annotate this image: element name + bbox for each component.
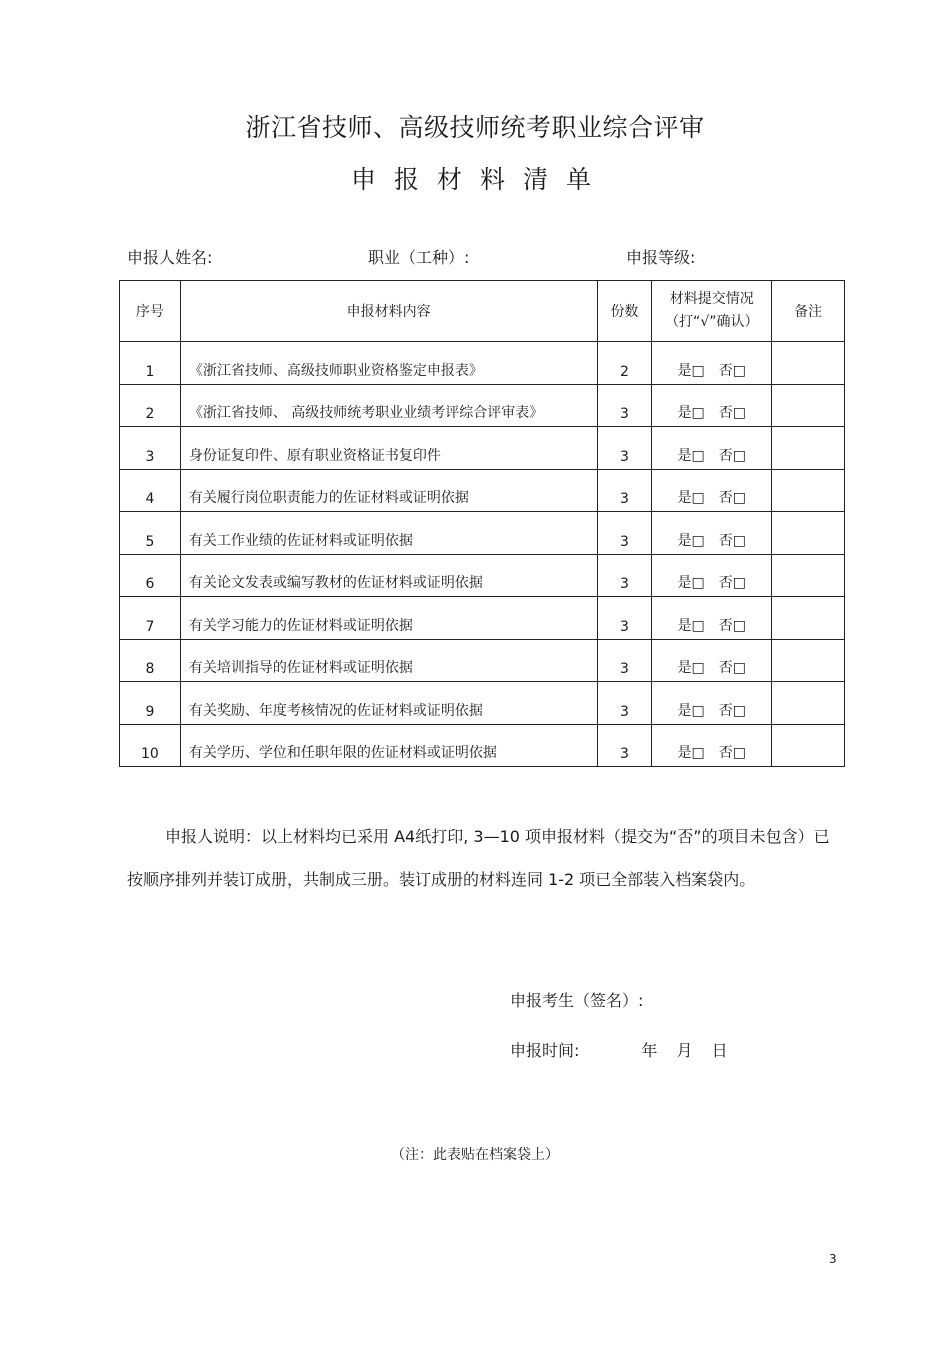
row-status [652,682,772,725]
row-note [772,639,845,682]
row-no: 2 [120,384,181,427]
header-no: 序号 [120,281,181,342]
row-copies: 3 [597,682,652,725]
no-checkbox[interactable]: 否□ [718,617,747,634]
row-status [652,724,772,767]
no-checkbox[interactable]: 否□ [718,745,747,761]
row-status [652,512,772,555]
page-number: 3 [829,1252,837,1266]
row-no: 6 [120,554,181,597]
row-status [652,554,772,597]
row-content: 有关履行岗位职责能力的佐证材料或证明依据 [180,469,597,512]
row-content: 有关学历、学位和任职年限的佐证材料或证明依据 [180,724,597,767]
date-line [510,1038,728,1061]
header-status-line2: （打“√”确认） [665,314,759,330]
table-body [120,342,845,767]
table-row [120,597,845,640]
date-label: 申报时间: [510,1041,580,1060]
row-copies: 3 [597,724,652,767]
no-checkbox[interactable]: 否□ [718,447,747,464]
row-note [772,427,845,470]
document-subtitle: 申报材料清单 [350,165,609,194]
row-copies: 3 [597,554,652,597]
row-copies: 3 [597,427,652,470]
header-note: 备注 [772,281,845,342]
yes-checkbox[interactable]: 是□ [677,702,705,719]
row-no: 7 [120,597,181,640]
row-status [652,469,772,512]
yes-checkbox[interactable]: 是□ [677,405,705,421]
footnote: （注：此表贴在档案袋上） [391,1147,559,1163]
header-status [652,281,772,342]
materials-table [119,280,845,767]
row-note [772,512,845,555]
row-copies: 3 [597,597,652,640]
row-copies: 3 [597,639,652,682]
table-row [120,554,845,597]
table-row [120,342,845,385]
row-content: 有关培训指导的佐证材料或证明依据 [180,639,597,682]
row-content: 有关工作业绩的佐证材料或证明依据 [180,512,597,555]
row-copies: 3 [597,512,652,555]
row-content: 有关学习能力的佐证材料或证明依据 [180,597,597,640]
table-row [120,427,845,470]
row-status [652,639,772,682]
row-no: 9 [120,682,181,725]
table-row [120,469,845,512]
row-note [772,342,845,385]
row-note [772,682,845,725]
row-note [772,554,845,597]
row-content: 身份证复印件、原有职业资格证书复印件 [180,427,597,470]
row-status [652,342,772,385]
no-checkbox[interactable]: 否□ [718,362,747,379]
document-title: 浙江省技师、高级技师统考职业综合评审 [245,113,705,142]
table-row [120,512,845,555]
header-content: 申报材料内容 [180,281,597,342]
row-no: 8 [120,639,181,682]
no-checkbox[interactable]: 否□ [718,575,747,591]
signature-label: 申报考生（签名）: [510,991,644,1010]
level-label: 申报等级: [626,248,696,267]
table-row [120,384,845,427]
statement-paragraph [127,815,837,901]
row-no: 5 [120,512,181,555]
header-copies: 份数 [597,281,652,342]
row-copies: 3 [597,469,652,512]
no-checkbox[interactable]: 否□ [718,405,747,421]
row-note [772,724,845,767]
row-note [772,384,845,427]
statement-text: 申报人说明：以上材料均已采用 A4纸打印, 3—10 项申报材料（提交为“否”的项目未包含）已按顺序排列并装订成册，共制成三册。装订成册的材料连同 1-2 项已全部装入档案袋内。 [127,827,830,889]
yes-checkbox[interactable]: 是□ [677,490,705,506]
row-no: 4 [120,469,181,512]
row-no: 3 [120,427,181,470]
row-note [772,597,845,640]
row-copies: 3 [597,384,652,427]
row-status [652,384,772,427]
row-status [652,427,772,470]
date-parts: 年 月 日 [641,1041,728,1060]
table-row [120,639,845,682]
no-checkbox[interactable]: 否□ [718,532,747,549]
no-checkbox[interactable]: 否□ [718,660,747,676]
row-note [772,469,845,512]
table-row [120,682,845,725]
row-content: 有关奖励、年度考核情况的佐证材料或证明依据 [180,682,597,725]
row-content: 《浙江省技师、 高级技师统考职业业绩考评综合评审表》 [180,384,597,427]
row-copies: 2 [597,342,652,385]
yes-checkbox[interactable]: 是□ [677,575,705,591]
row-content: 有关论文发表或编写教材的佐证材料或证明依据 [180,554,597,597]
yes-checkbox[interactable]: 是□ [677,447,705,464]
row-status [652,597,772,640]
table-row [120,724,845,767]
yes-checkbox[interactable]: 是□ [677,617,705,634]
applicant-name-label: 申报人姓名: [127,248,213,267]
row-no: 10 [120,724,181,767]
no-checkbox[interactable]: 否□ [718,490,747,506]
row-no: 1 [120,342,181,385]
yes-checkbox[interactable]: 是□ [677,745,705,761]
occupation-label: 职业（工种）: [368,248,470,267]
yes-checkbox[interactable]: 是□ [677,362,705,379]
no-checkbox[interactable]: 否□ [718,702,747,719]
yes-checkbox[interactable]: 是□ [677,532,705,549]
header-status-line1: 材料提交情况 [669,291,754,307]
table-header-row [120,281,845,342]
row-content: 《浙江省技师、高级技师职业资格鉴定申报表》 [180,342,597,385]
yes-checkbox[interactable]: 是□ [677,660,705,676]
